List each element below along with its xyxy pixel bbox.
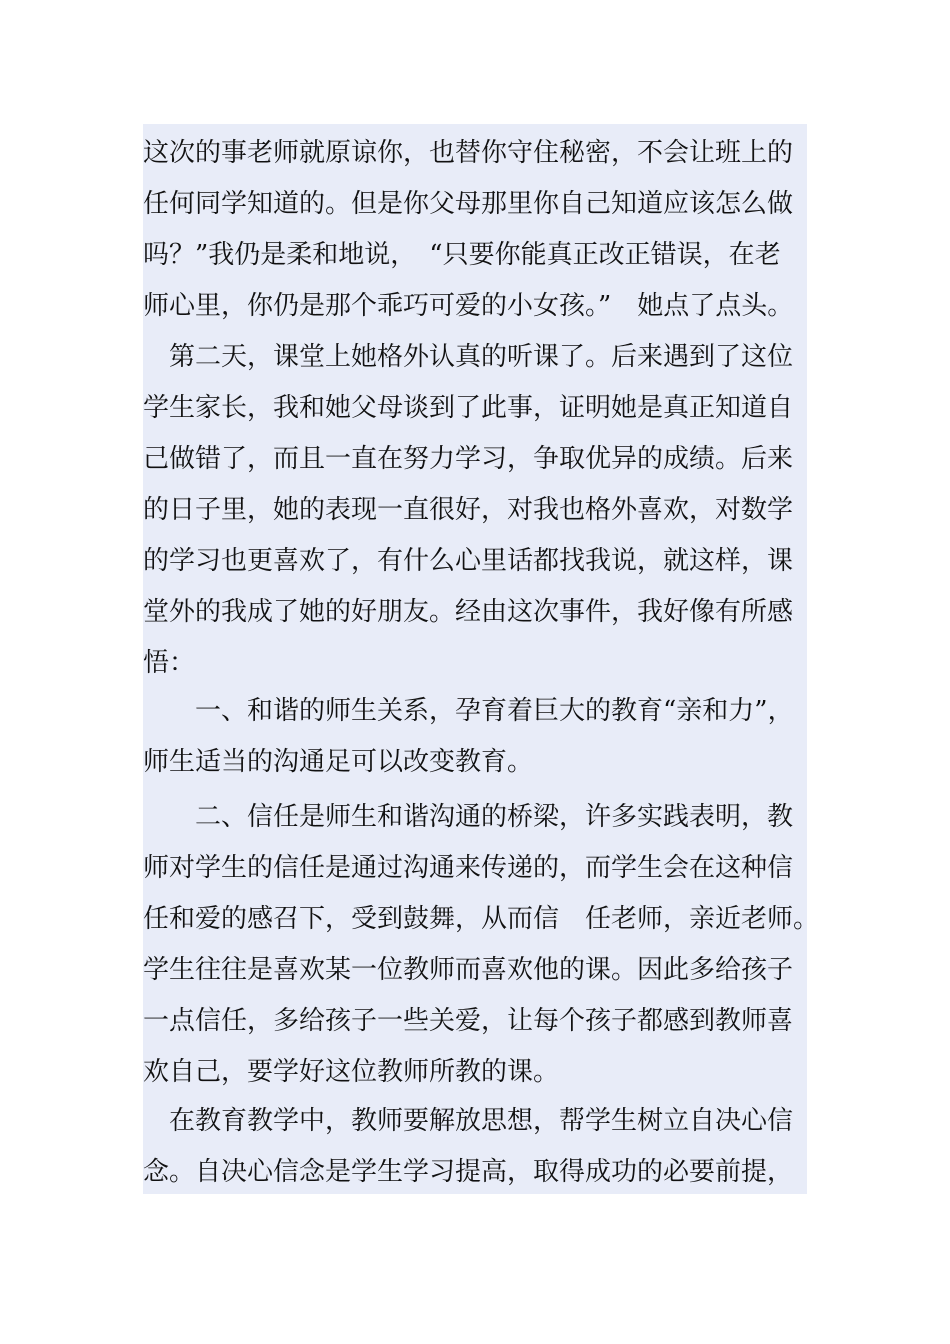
paragraph-4 xyxy=(143,792,820,1098)
text-line: 这次的事老师就原谅你，也替你守住秘密，不会让班上的 xyxy=(143,138,794,168)
paragraph-1 xyxy=(143,128,807,332)
text-line: 一、和谐的师生关系，孕育着巨大的教育“亲和力”， xyxy=(143,696,794,726)
text-line: 的日子里，她的表现一直很好，对我也格外喜欢，对数学 xyxy=(143,495,794,525)
text-line: 师对学生的信任是通过沟通来传递的，而学生会在这种信 xyxy=(143,853,794,883)
text-line: 己做错了，而且一直在努力学习，争取优异的成绩。后来 xyxy=(143,444,794,474)
text-line: 师心里，你仍是那个乖巧可爱的小女孩。” 她点了点头。 xyxy=(143,291,794,321)
text-line: 的学习也更喜欢了，有什么心里话都找我说，就这样，课 xyxy=(143,546,794,576)
text-line: 任何同学知道的。但是你父母那里你自己知道应该怎么做 xyxy=(143,189,794,219)
text-line: 第二天，课堂上她格外认真的听课了。后来遇到了这位 xyxy=(143,342,794,372)
text-line: 学生家长，我和她父母谈到了此事，证明她是真正知道自 xyxy=(143,393,794,423)
highlighted-text-block xyxy=(143,124,820,1194)
text-line: 吗？”我仍是柔和地说， “只要你能真正改正错误，在老 xyxy=(143,240,781,270)
text-line: 学生往往是喜欢某一位教师而喜欢他的课。因此多给孩子 xyxy=(143,955,794,985)
text-line: 二、信任是师生和谐沟通的桥梁，许多实践表明，教 xyxy=(143,802,794,832)
text-line: 一点信任，多给孩子一些关爱，让每个孩子都感到教师喜 xyxy=(143,1006,794,1036)
text-line: 任和爱的感召下，受到鼓舞，从而信 任老师，亲近老师。 xyxy=(143,904,820,934)
text-line: 在教育教学中，教师要解放思想，帮学生树立自决心信 xyxy=(143,1106,794,1136)
text-line: 悟： xyxy=(143,648,196,678)
text-line: 欢自己，要学好这位教师所教的课。 xyxy=(143,1057,560,1087)
paragraph-5 xyxy=(143,1096,807,1198)
paragraph-2 xyxy=(143,332,807,689)
text-line: 师生适当的沟通足可以改变教育。 xyxy=(143,747,534,777)
text-line: 念。自决心信念是学生学习提高，取得成功的必要前提， xyxy=(143,1157,794,1187)
paragraph-3 xyxy=(143,686,807,788)
text-line: 堂外的我成了她的好朋友。经由这次事件，我好像有所感 xyxy=(143,597,794,627)
